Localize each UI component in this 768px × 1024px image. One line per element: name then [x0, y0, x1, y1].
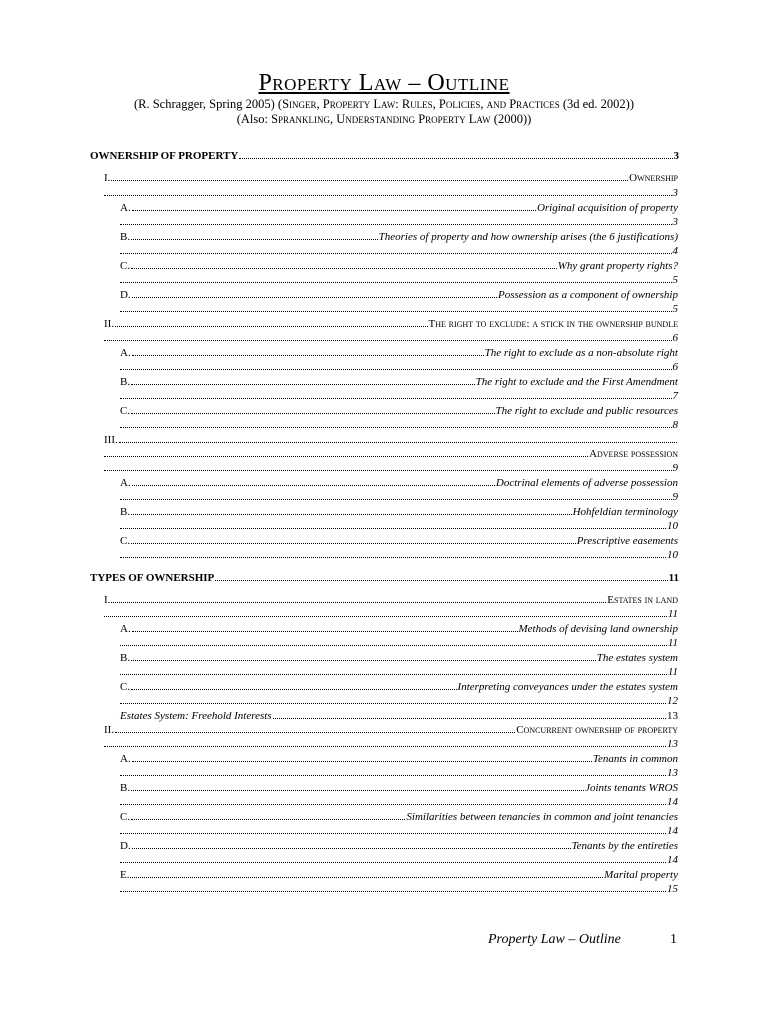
toc-entry-number: I.: [104, 594, 111, 606]
toc-page-number: 5: [672, 274, 678, 286]
toc-page-number: 13: [667, 710, 678, 722]
toc-entry-continuation: [120, 796, 678, 808]
toc-entry-number: A.: [120, 623, 131, 635]
toc-page-number: 13: [667, 767, 678, 779]
toc-leader: [120, 224, 672, 225]
toc-entry-number: II.: [104, 318, 115, 330]
toc-entry-number: A.: [120, 477, 131, 489]
toc-entry-text: The estates system: [596, 652, 678, 664]
toc-entry-continuation: [120, 303, 678, 315]
toc-leader: [120, 253, 672, 254]
toc-entry-text: Methods of devising land ownership: [518, 623, 678, 635]
toc-entry-number: III.: [104, 434, 118, 446]
toc-page-number: 6: [672, 332, 678, 344]
toc-entry-text: Adverse possession: [589, 448, 678, 460]
toc-leader: [132, 631, 518, 632]
toc-entry-why-grant-rights[interactable]: [120, 260, 678, 272]
subtitle-2-part-c: (2000)): [490, 112, 532, 126]
toc-leader: [131, 543, 576, 544]
toc-leader: [120, 557, 666, 558]
toc-leader: [120, 427, 672, 428]
toc-entry-text: Possession as a component of ownership: [498, 289, 678, 301]
toc-entry-text: Interpreting conveyances under the estates system: [457, 681, 678, 693]
toc-entry-continuation: [120, 883, 678, 895]
toc-page-number: 11: [667, 608, 678, 620]
toc-entry-adverse-possession[interactable]: [104, 434, 678, 446]
toc-leader: [132, 210, 536, 211]
toc-leader: [132, 355, 484, 356]
toc-entry-freehold-interests[interactable]: [120, 710, 678, 722]
toc-entry-number: II.: [104, 724, 115, 736]
toc-entry-devising-land[interactable]: [120, 623, 678, 635]
subtitle-1-part-b: Singer, Property Law: Rules, Policies, and Practices: [282, 97, 560, 111]
toc-entry-continuation: [120, 549, 678, 561]
toc-page-number: 10: [667, 520, 678, 532]
toc-leader: [132, 485, 495, 486]
toc-leader: [111, 602, 606, 603]
toc-entry-estates-in-land[interactable]: [104, 594, 678, 606]
toc-leader: [120, 311, 672, 312]
toc-leader: [104, 616, 667, 617]
toc-leader: [115, 326, 427, 327]
toc-entry-text: Why grant property rights?: [557, 260, 678, 272]
toc-leader: [119, 442, 677, 443]
toc-entry-continuation: [120, 695, 678, 707]
toc-entry-number: D.: [120, 289, 131, 301]
toc-section-label: OWNERSHIP OF PROPERTY: [90, 150, 239, 162]
toc-page-number: 12: [667, 695, 678, 707]
toc-entry-number: I.: [104, 172, 111, 184]
toc-entry-text: Concurrent ownership of property: [516, 724, 678, 736]
toc-entry-estates-system[interactable]: [120, 652, 678, 664]
toc-entry-text: Estates System: Freehold Interests: [120, 710, 272, 722]
toc-leader: [120, 499, 672, 500]
toc-entry-tenants-in-common[interactable]: [120, 753, 678, 765]
toc-entry-number: C.: [120, 681, 131, 693]
toc-page-number: 13: [667, 738, 678, 750]
toc-entry-non-absolute-right[interactable]: [120, 347, 678, 359]
toc-entry-number: A.: [120, 753, 131, 765]
toc-leader: [120, 833, 666, 834]
toc-page-number: 11: [667, 666, 678, 678]
toc-entry-original-acquisition[interactable]: [120, 202, 678, 214]
toc-leader: [120, 703, 666, 704]
toc-leader: [120, 804, 666, 805]
toc-leader: [131, 413, 494, 414]
toc-entry-number: B.: [120, 231, 131, 243]
toc-entry-theories-of-property[interactable]: [120, 231, 678, 243]
toc-leader: [131, 660, 596, 661]
toc-page-number: 3: [672, 216, 678, 228]
toc-leader: [120, 369, 672, 370]
toc-leader: [104, 456, 588, 457]
toc-page-number: 15: [667, 883, 678, 895]
toc-page-number: 14: [667, 796, 678, 808]
toc-entry-first-amendment[interactable]: [120, 376, 678, 388]
subtitle-2-part-a: (Also:: [236, 112, 272, 126]
toc-entry-text: Hohfeldian terminology: [572, 506, 678, 518]
toc-page-number: 11: [668, 572, 679, 584]
toc-entry-continuation: [104, 462, 678, 474]
toc-leader: [120, 282, 672, 283]
toc-leader: [131, 268, 557, 269]
toc-entry-text: The right to exclude as a non-absolute right: [484, 347, 678, 359]
toc-page-number: 3: [672, 187, 678, 199]
toc-entry-right-to-exclude[interactable]: [104, 318, 678, 330]
toc-leader: [132, 848, 571, 849]
toc-section-label: TYPES OF OWNERSHIP: [90, 572, 215, 584]
toc-leader: [131, 514, 572, 515]
subtitle-2-part-b: Sprankling, Understanding Property Law: [271, 112, 491, 126]
toc-leader: [131, 239, 378, 240]
toc-page-number: 10: [667, 549, 678, 561]
toc-entry-number: B.: [120, 376, 131, 388]
toc-page-number: 14: [667, 825, 678, 837]
toc-leader: [104, 340, 672, 341]
toc-leader: [130, 877, 603, 878]
toc-entry-text: Ownership: [629, 172, 678, 184]
toc-page-number: 9: [672, 462, 678, 474]
toc-entry-number: C.: [120, 535, 131, 547]
toc-leader: [132, 761, 592, 762]
toc-entry-text: The right to exclude: a stick in the ownership bundle: [428, 318, 678, 330]
toc-entry-continuation: [120, 361, 678, 373]
subtitle-1-part-c: (3d ed. 2002)): [559, 97, 634, 111]
toc-leader: [120, 862, 666, 863]
toc-entry-number: B.: [120, 782, 131, 794]
toc-entry-continuation: [120, 520, 678, 532]
document-title: Property Law – Outline: [258, 70, 510, 96]
toc-leader: [104, 746, 666, 747]
toc-entry-concurrent-ownership[interactable]: [104, 724, 678, 736]
toc-leader: [131, 689, 456, 690]
toc-entry-interpreting-conveyances[interactable]: [120, 681, 678, 693]
toc-entry-ownership[interactable]: [104, 172, 678, 184]
toc-entry-continuation: [104, 738, 678, 750]
toc-leader: [120, 775, 666, 776]
toc-page-number: 5: [672, 303, 678, 315]
toc-leader: [104, 470, 672, 471]
toc-entry-number: D.: [120, 840, 131, 852]
toc-entry-continuation: [120, 245, 678, 257]
toc-page-number: 14: [667, 854, 678, 866]
toc-entry-continuation: [120, 216, 678, 228]
toc-entry-number: C.: [120, 811, 131, 823]
toc-leader: [131, 819, 405, 820]
toc-leader: [131, 384, 475, 385]
toc-entry-public-resources[interactable]: [120, 405, 678, 417]
toc-entry-joint-tenants[interactable]: [120, 782, 678, 794]
toc-entry-text: Marital property: [604, 869, 678, 881]
toc-page-number: 3: [673, 150, 679, 162]
toc-leader: [120, 891, 666, 892]
toc-leader: [115, 732, 515, 733]
toc-leader: [120, 645, 667, 646]
toc-page-number: 11: [667, 637, 678, 649]
toc-entry-number: B.: [120, 652, 131, 664]
toc-section-types-of-ownership[interactable]: [90, 572, 679, 584]
toc-entry-text: Theories of property and how ownership arises (the 6 justifications): [378, 231, 678, 243]
toc-entry-continuation: [120, 767, 678, 779]
toc-entry-tenants-by-entireties[interactable]: [120, 840, 678, 852]
toc-entry-continuation: [120, 274, 678, 286]
toc-page-number: 4: [672, 245, 678, 257]
toc-entry-text: Tenants in common: [592, 753, 678, 765]
toc-entry-text: The right to exclude and the First Amendment: [475, 376, 678, 388]
toc-entry-number: B.: [120, 506, 131, 518]
toc-leader: [239, 158, 672, 159]
toc-entry-text: Similarities between tenancies in common and joint tenancies: [406, 811, 678, 823]
toc-leader: [131, 790, 584, 791]
toc-leader: [273, 718, 666, 719]
toc-leader: [111, 180, 628, 181]
toc-entry-text: Prescriptive easements: [576, 535, 678, 547]
toc-leader: [104, 195, 672, 196]
toc-entry-continuation: [120, 390, 678, 402]
toc-entry-text: Joints tenants WROS: [585, 782, 678, 794]
toc-entry-text: Original acquisition of property: [536, 202, 678, 214]
toc-page-number: 8: [672, 419, 678, 431]
toc-entry-continuation: [104, 448, 678, 460]
toc-entry-continuation: [120, 419, 678, 431]
toc-entry-text: Estates in land: [607, 594, 678, 606]
toc-entry-continuation: [104, 608, 678, 620]
toc-entry-number: A.: [120, 347, 131, 359]
footer-page-number: 1: [670, 932, 677, 947]
toc-leader: [215, 580, 667, 581]
footer-title: Property Law – Outline: [488, 932, 621, 947]
toc-entry-continuation: [104, 187, 678, 199]
toc-entry-number: E.: [120, 869, 130, 881]
toc-entry-continuation: [104, 332, 678, 344]
toc-section-ownership[interactable]: [90, 150, 679, 162]
subtitle-1-part-a: (R. Schragger, Spring 2005) (: [133, 97, 283, 111]
toc-entry-continuation: [120, 637, 678, 649]
toc-entry-hohfeldian[interactable]: [120, 506, 678, 518]
toc-leader: [120, 528, 666, 529]
toc-entry-text: Tenants by the entireties: [571, 840, 678, 852]
toc-entry-text: The right to exclude and public resources: [495, 405, 678, 417]
toc-page-number: 6: [672, 361, 678, 373]
toc-leader: [120, 398, 672, 399]
toc-entry-number: A.: [120, 202, 131, 214]
toc-entry-number: C.: [120, 405, 131, 417]
toc-page-number: 9: [672, 491, 678, 503]
toc-entry-similarities[interactable]: [120, 811, 678, 823]
toc-leader: [132, 297, 497, 298]
toc-entry-number: C.: [120, 260, 131, 272]
toc-entry-marital-property[interactable]: [120, 869, 678, 881]
toc-entry-possession[interactable]: [120, 289, 678, 301]
toc-entry-prescriptive-easements[interactable]: [120, 535, 678, 547]
toc-entry-continuation: [120, 854, 678, 866]
toc-entry-doctrinal-elements[interactable]: [120, 477, 678, 489]
toc-entry-text: Doctrinal elements of adverse possession: [495, 477, 678, 489]
toc-entry-continuation: [120, 825, 678, 837]
toc-entry-continuation: [120, 491, 678, 503]
toc-leader: [120, 674, 667, 675]
toc-page-number: 7: [672, 390, 678, 402]
toc-entry-continuation: [120, 666, 678, 678]
